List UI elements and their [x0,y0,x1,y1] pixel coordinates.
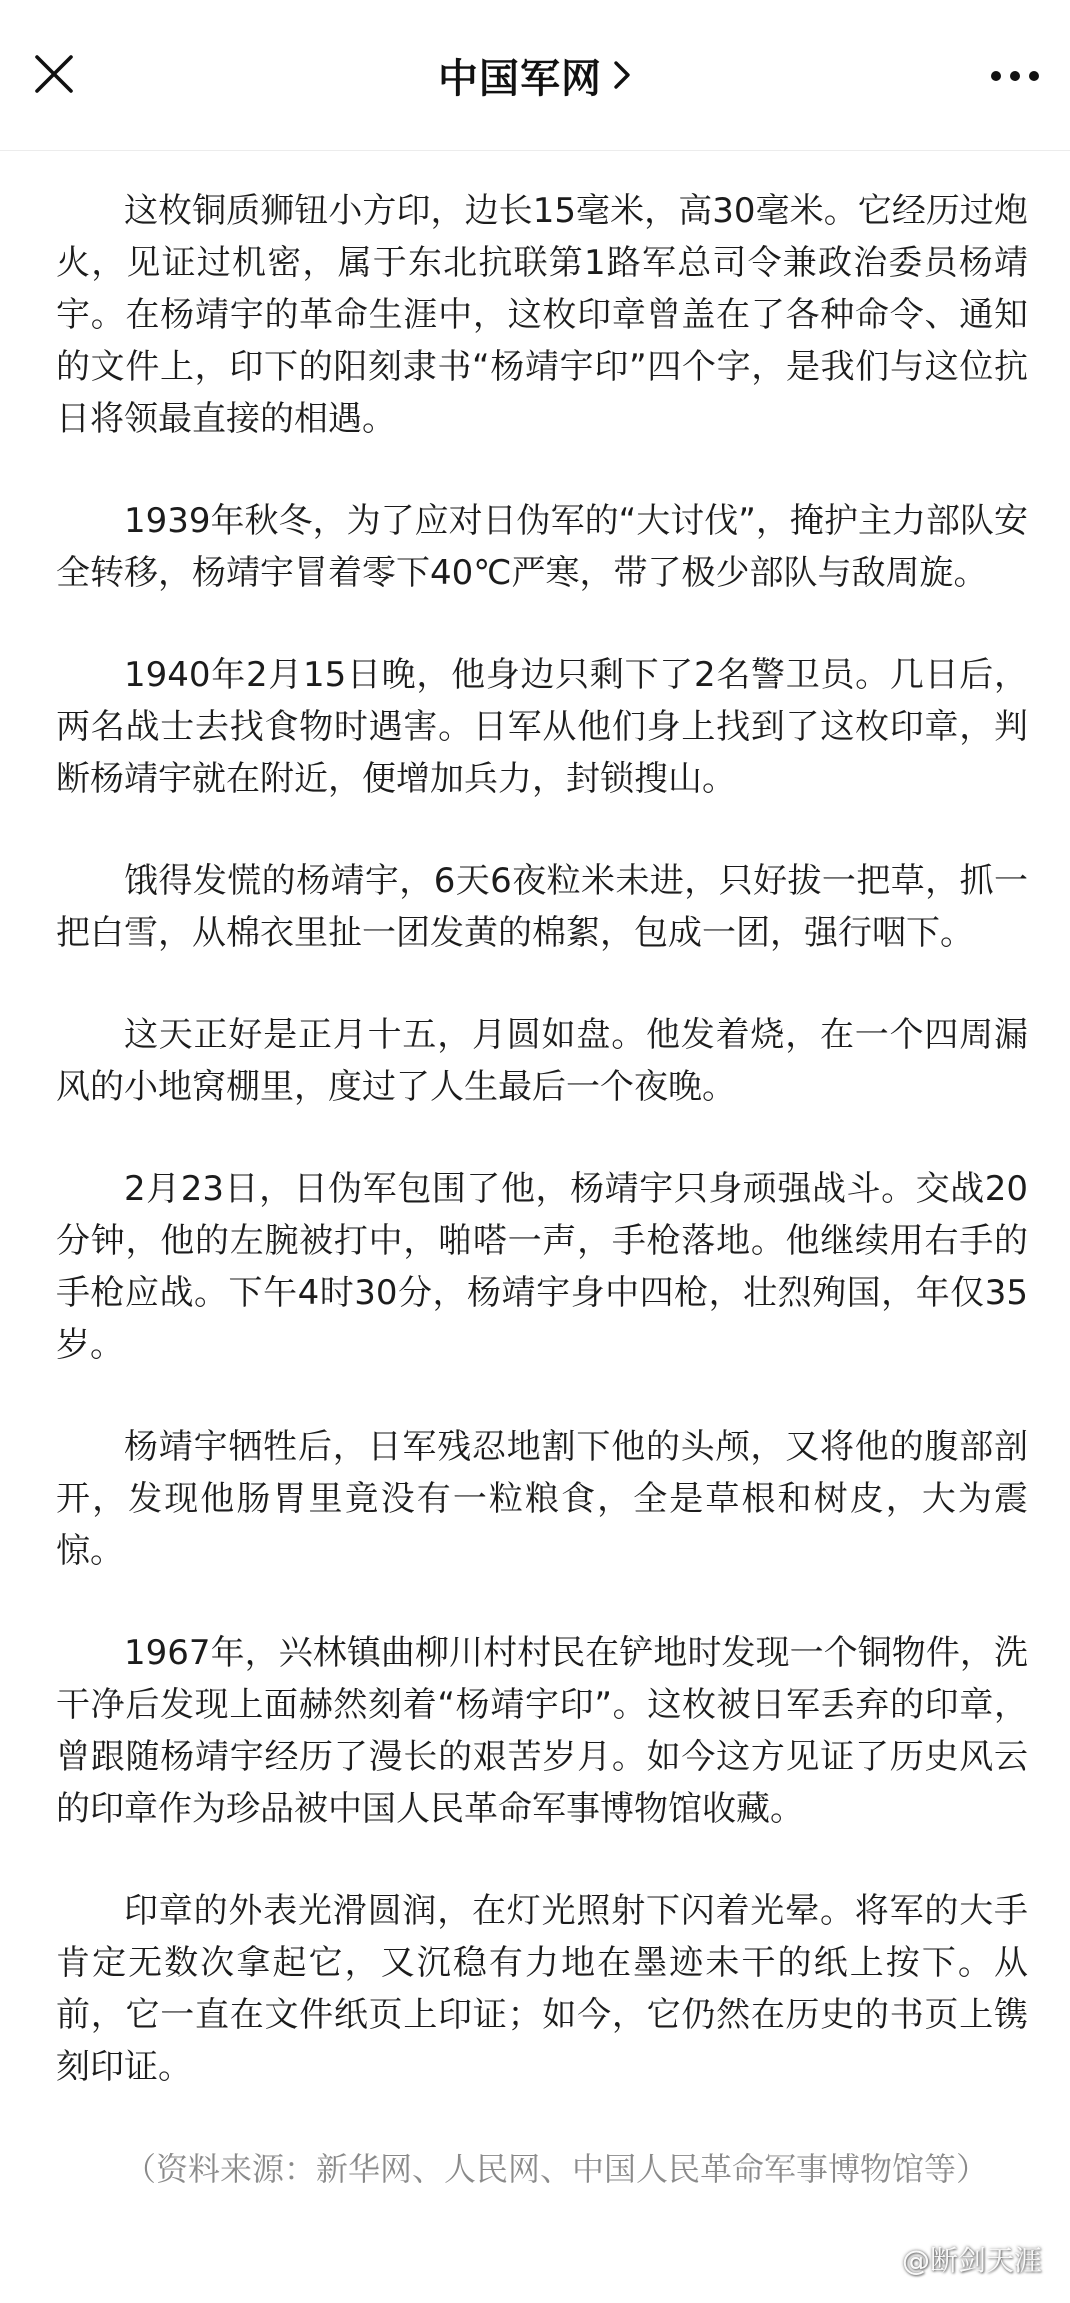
top-navigation-bar [0,0,1070,151]
page-title: 中国军网 [438,55,602,102]
article-paragraph: 这枚铜质狮钮小方印，边长15毫米，高30毫米。它经历过炮火，见证过机密，属于东北抗联第1路军总司令兼政治委员杨靖宇。在杨靖宇的革命生涯中，这枚印章曾盖在了各种命令、通知的文件上，印下的阳刻隶书“杨靖宇印”四个字，是我们与这位抗日将领最直接的相遇。 [56,191,1028,439]
article-paragraph: 2月23日，日伪军包围了他，杨靖宇只身顽强战斗。交战20分钟，他的左腕被打中，啪嗒一声，手枪落地。他继续用右手的手枪应战。下午4时30分，杨靖宇身中四枪，壮烈殉国，年仅35岁。 [56,1169,1028,1365]
article-paragraph: 杨靖宇牺牲后，日军残忍地割下他的头颅，又将他的腹部剖开，发现他肠胃里竟没有一粒粮食，全是草根和树皮，大为震惊。 [56,1427,1028,1571]
article-paragraph: 饿得发慌的杨靖宇，6天6夜粒米未进，只好拔一把草，抓一把白雪，从棉衣里扯一团发黄的棉絮，包成一团，强行咽下。 [56,861,1028,953]
article-paragraph: 1967年，兴林镇曲柳川村村民在铲地时发现一个铜物件，洗干净后发现上面赫然刻着“杨靖宇印”。这枚被日军丢弃的印章，曾跟随杨靖宇经历了漫长的艰苦岁月。如今这方见证了历史风云的印章作为珍品被中国人民革命军事博物馆收藏。 [56,1633,1028,1829]
article-paragraph: 印章的外表光滑圆润，在灯光照射下闪着光晕。将军的大手肯定无数次拿起它，又沉稳有力地在墨迹未干的纸上按下。从前，它一直在文件纸页上印证；如今，它仍然在历史的书页上镌刻印证。 [56,1891,1028,2087]
article-body [56,185,1028,2195]
more-horizontal-icon [989,69,1041,83]
weibo-watermark [862,2239,1042,2279]
chevron-right-icon [612,59,632,91]
watermark-text: @断剑天涯 [901,2244,1042,2277]
article-paragraph: 这天正好是正月十五，月圆如盘。他发着烧，在一个四周漏风的小地窝棚里，度过了人生最后一个夜晚。 [56,1015,1028,1107]
article-paragraph: 1940年2月15日晚，他身边只剩下了2名警卫员。几日后，两名战士去找食物时遇害。日军从他们身上找到了这枚印章，判断杨靖宇就在附近，便增加兵力，封锁搜山。 [56,655,1028,799]
article-paragraph: 1939年秋冬，为了应对日伪军的“大讨伐”，掩护主力部队安全转移，杨靖宇冒着零下40℃严寒，带了极少部队与敌周旋。 [56,501,1028,593]
source-note: （资料来源：新华网、人民网、中国人民革命军事博物馆等） [124,2150,989,2188]
more-options-button[interactable] [980,46,1050,106]
account-title-link[interactable] [0,40,1070,110]
weibo-logo-icon [862,2245,896,2273]
